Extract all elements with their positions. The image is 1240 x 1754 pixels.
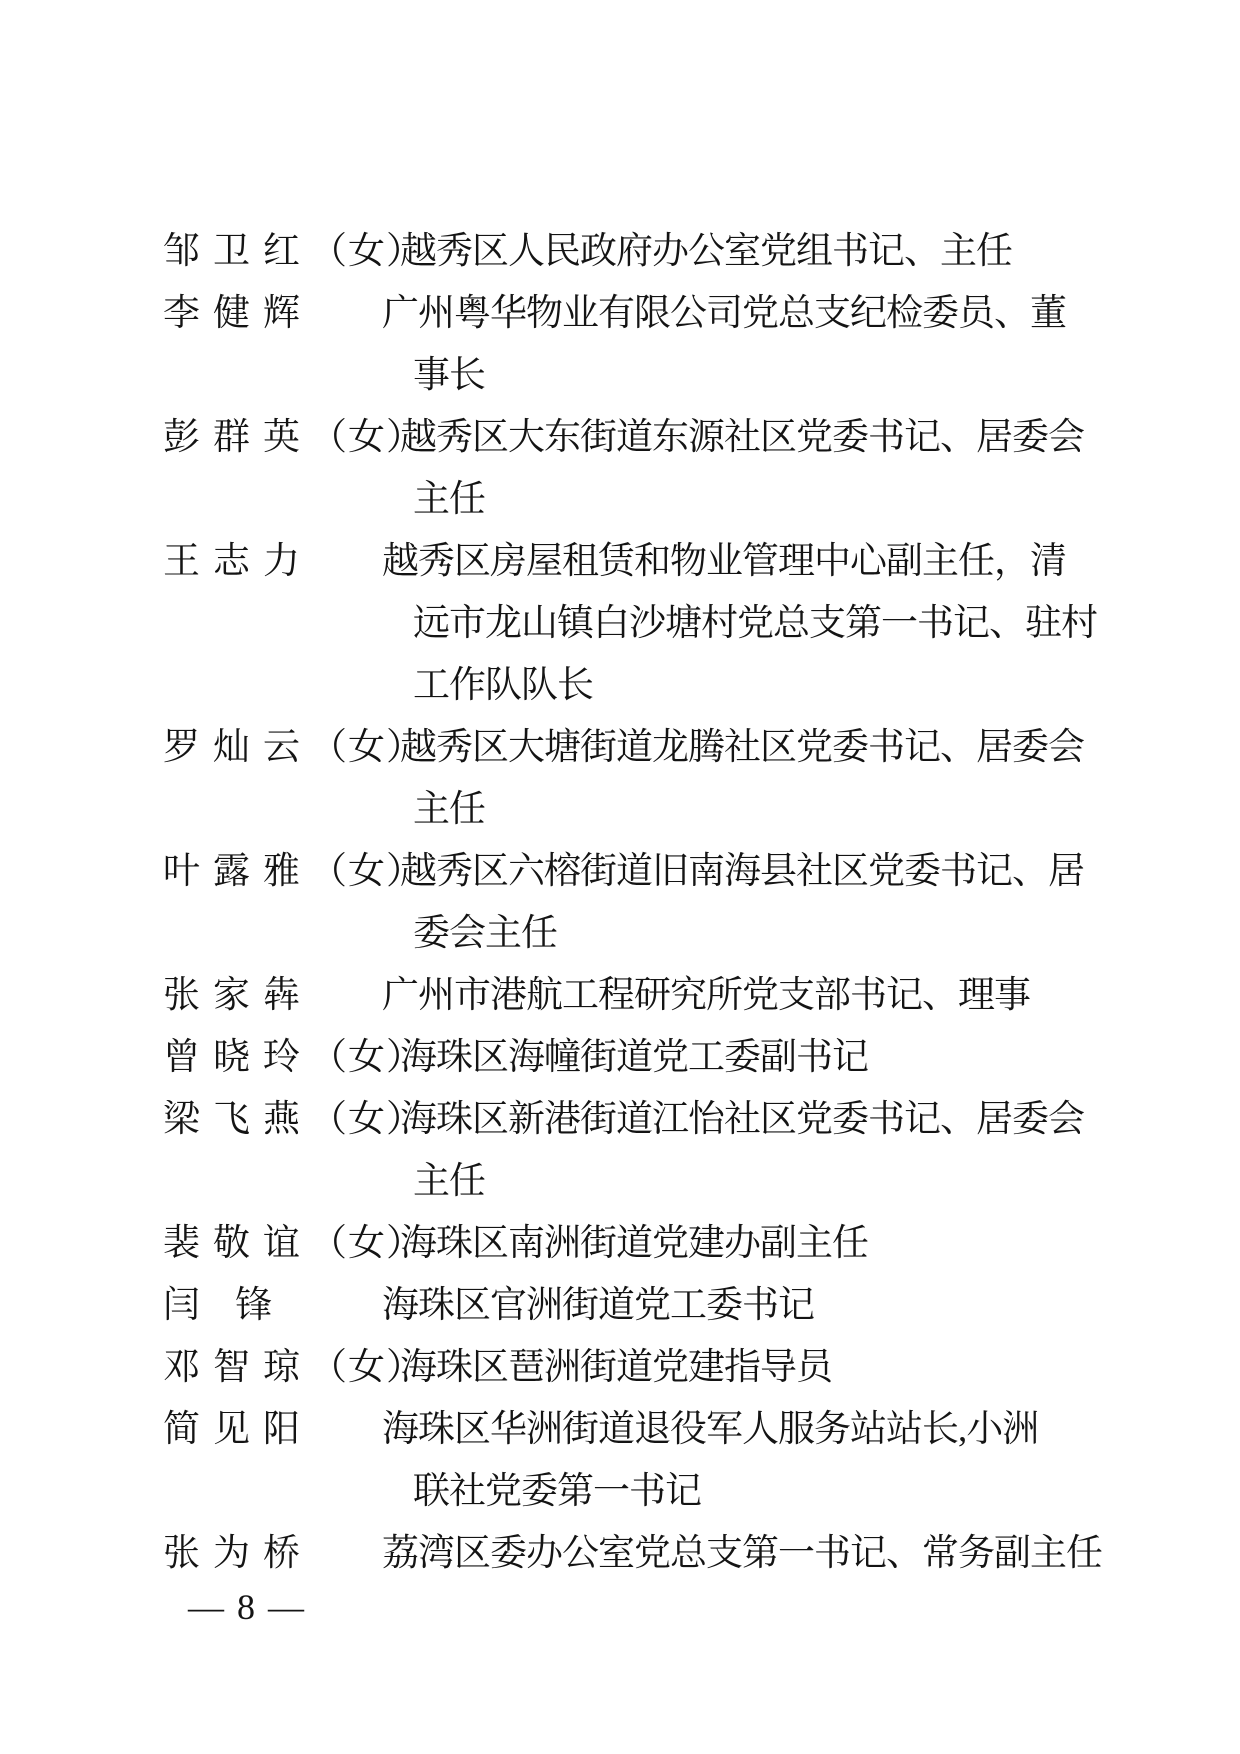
position-text: 海珠区官洲街道党工委书记	[382, 1285, 814, 1326]
entry-line	[0, 1030, 1240, 1086]
entry-line	[0, 1092, 1240, 1148]
gender-label: （女）	[310, 1099, 424, 1140]
gender-label: （女）	[310, 1347, 424, 1388]
position-text: 海珠区南洲街道党建办副主任	[400, 1223, 868, 1264]
person-name: 张为桥	[163, 1533, 313, 1574]
gender-label: （女）	[310, 851, 424, 892]
page-number: — 8 —	[188, 1587, 306, 1627]
gender-label: （女）	[310, 1037, 424, 1078]
position-text-wrap: 事长	[413, 355, 485, 396]
person-name: 简见阳	[163, 1409, 313, 1450]
position-text-wrap: 主任	[413, 1161, 485, 1202]
entry-line-wrap	[0, 596, 1240, 652]
person-name: 闫 锋	[163, 1285, 286, 1326]
entry-line	[0, 1340, 1240, 1396]
gender-label: （女）	[310, 417, 424, 458]
position-text: 广州市港航工程研究所党支部书记、理事	[382, 975, 1030, 1016]
person-name: 李健辉	[163, 293, 313, 334]
gender-label: （女）	[310, 231, 424, 272]
position-text: 越秀区房屋租赁和物业管理中心副主任，清	[382, 541, 1066, 582]
position-text-wrap: 委会主任	[413, 913, 557, 954]
position-text: 越秀区人民政府办公室党组书记、主任	[400, 231, 1012, 272]
entry-line	[0, 720, 1240, 776]
position-text-wrap: 主任	[413, 479, 485, 520]
entry-line	[0, 534, 1240, 590]
position-text: 越秀区六榕街道旧南海县社区党委书记、居	[400, 851, 1084, 892]
person-name: 邓智琼	[163, 1347, 313, 1388]
person-name: 罗灿云	[163, 727, 313, 768]
position-text: 越秀区大塘街道龙腾社区党委书记、居委会	[400, 727, 1084, 768]
position-text-wrap: 工作队队长	[413, 665, 593, 706]
position-text: 海珠区海幢街道党工委副书记	[400, 1037, 868, 1078]
entry-line	[0, 1278, 1240, 1334]
position-text: 广州粤华物业有限公司党总支纪检委员、董	[382, 293, 1066, 334]
entry-line-wrap	[0, 472, 1240, 528]
entry-line	[0, 410, 1240, 466]
entry-line-wrap	[0, 348, 1240, 404]
entry-line	[0, 286, 1240, 342]
entry-line	[0, 844, 1240, 900]
position-text: 海珠区琶洲街道党建指导员	[400, 1347, 832, 1388]
entry-line	[0, 224, 1240, 280]
entry-line-wrap	[0, 658, 1240, 714]
position-text: 荔湾区委办公室党总支第一书记、常务副主任	[382, 1533, 1102, 1574]
position-text-wrap: 联社党委第一书记	[413, 1471, 701, 1512]
person-name: 张家犇	[163, 975, 313, 1016]
gender-label: （女）	[310, 727, 424, 768]
position-text: 海珠区新港街道江怡社区党委书记、居委会	[400, 1099, 1084, 1140]
entry-line	[0, 1526, 1240, 1582]
position-text-wrap: 主任	[413, 789, 485, 830]
person-name: 邹卫红	[163, 231, 313, 272]
person-name: 王志力	[163, 541, 313, 582]
entry-line-wrap	[0, 782, 1240, 838]
person-name: 梁飞燕	[163, 1099, 313, 1140]
person-name: 叶露雅	[163, 851, 313, 892]
entry-line-wrap	[0, 1464, 1240, 1520]
gender-label: （女）	[310, 1223, 424, 1264]
position-text: 越秀区大东街道东源社区党委书记、居委会	[400, 417, 1084, 458]
person-name: 裴敬谊	[163, 1223, 313, 1264]
position-text-wrap: 远市龙山镇白沙塘村党总支第一书记、驻村	[413, 603, 1097, 644]
entry-line	[0, 1402, 1240, 1458]
entry-line	[0, 1216, 1240, 1272]
person-name: 彭群英	[163, 417, 313, 458]
entry-line-wrap	[0, 906, 1240, 962]
position-text: 海珠区华洲街道退役军人服务站站长,小洲	[382, 1409, 1039, 1450]
person-name: 曾晓玲	[163, 1037, 313, 1078]
entry-line-wrap	[0, 1154, 1240, 1210]
entry-line	[0, 968, 1240, 1024]
